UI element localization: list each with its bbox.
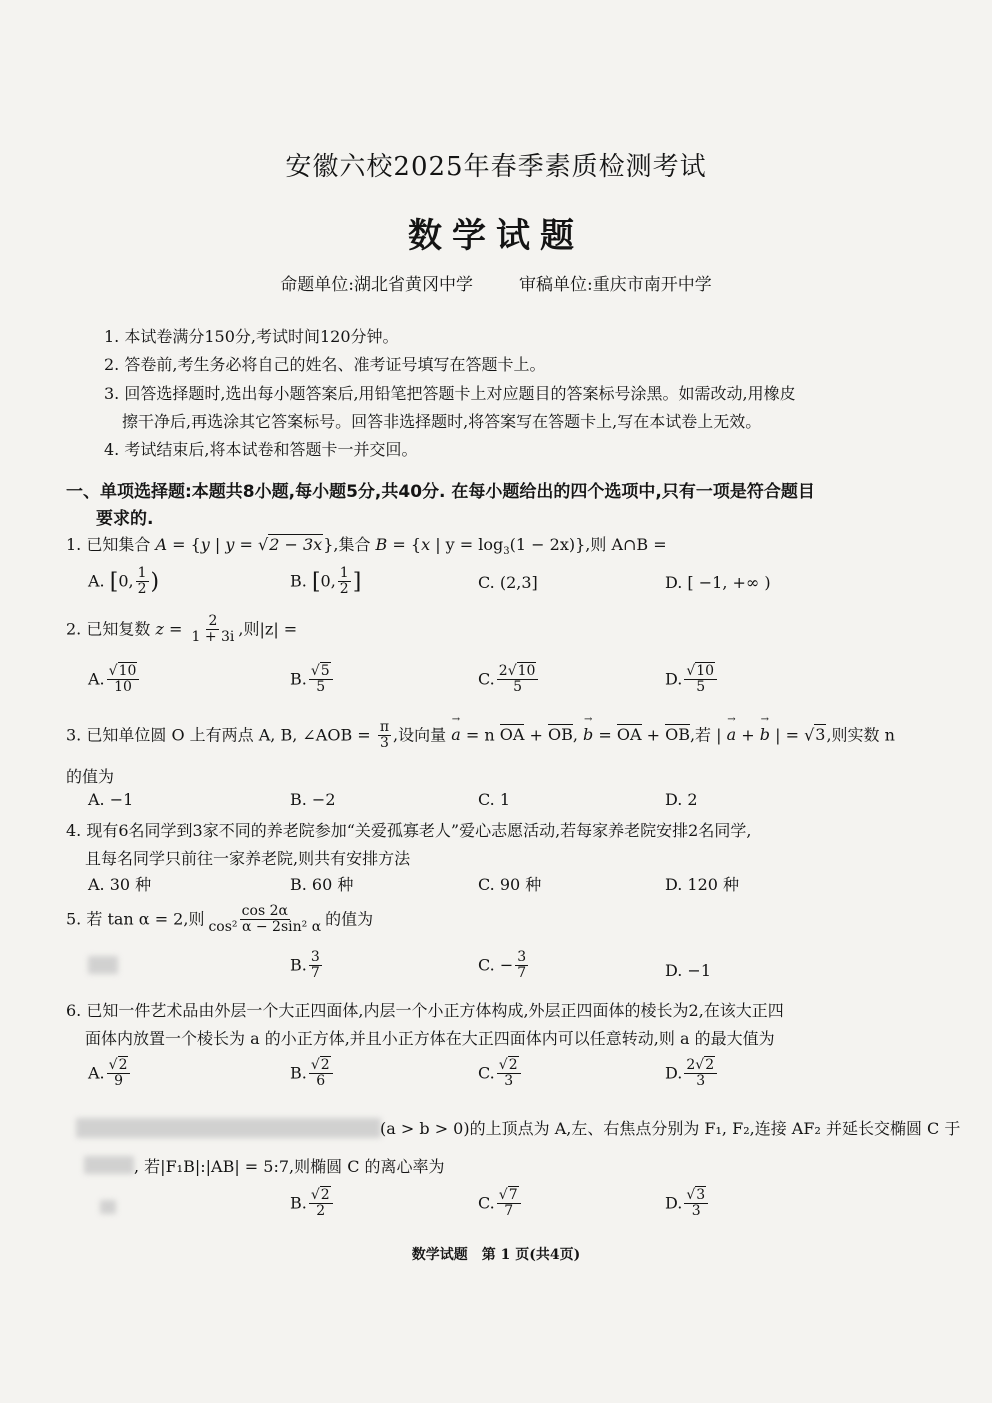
- q4-option-b: B. 60 种: [290, 875, 354, 894]
- q5-option-c: C. − $\frac{3}{7}$: [478, 949, 527, 982]
- q7-stem-cont-obscured: [84, 1156, 134, 1174]
- review-unit: 审稿单位:重庆市南开中学: [519, 275, 712, 295]
- q6-option-d: D. $\frac{2√2}{3}$: [665, 1058, 719, 1090]
- author-unit: 命题单位:湖北省黄冈中学: [280, 275, 473, 295]
- instruction-3: 3. 回答选择题时,选出每小题答案后,用铅笔把答题卡上对应题目的答案标号涂黑。如需改动,用橡皮: [104, 384, 796, 403]
- q1-option-a: A. [0, $\frac{1}{2}$ ): [88, 565, 160, 598]
- q1-option-b: B. [0, $\frac{1}{2}$ ]: [290, 565, 362, 598]
- question-7-stem: (a > b > 0)的上顶点为 A,左、右焦点分别为 F₁, F₂,连接 AF₂ 并延长交椭圆 C 于: [380, 1119, 961, 1138]
- q2-option-a: A. $\frac{√10}{10}$: [88, 664, 141, 696]
- q5-option-a-obscured: [88, 956, 118, 974]
- q1-option-c: C. (2,3]: [478, 573, 538, 592]
- units-line: [0, 270, 992, 295]
- q6-option-a: A. $\frac{√2}{9}$: [88, 1058, 132, 1090]
- q2-option-c: C. $\frac{2√10}{5}$: [478, 664, 540, 696]
- q7-option-b: B. $\frac{√2}{2}$: [290, 1188, 335, 1220]
- question-4-stem: 4. 现有6名同学到3家不同的养老院参加“关爱孤寡老人”爱心志愿活动,若每家养老院安排2名同学,: [66, 821, 752, 840]
- question-2-stem: 2. 已知复数 z = $\frac{2}{1 + 3i}$ ,则|z| =: [66, 613, 298, 646]
- q2-option-d: D. $\frac{√10}{5}$: [665, 664, 719, 696]
- q2-option-b: B. $\frac{√5}{5}$: [290, 664, 335, 696]
- q3-option-c: C. 1: [478, 790, 511, 809]
- q5-option-d: D. −1: [665, 961, 712, 980]
- q4-option-d: D. 120 种: [665, 875, 740, 894]
- question-7-stem-cont: , 若|F₁B|:|AB| = 5:7,则椭圆 C 的离心率为: [134, 1157, 445, 1176]
- q4-option-c: C. 90 种: [478, 875, 542, 894]
- exam-title: 安徽六校2025年春季素质检测考试: [285, 152, 707, 182]
- instruction-1: 1. 本试卷满分150分,考试时间120分钟。: [104, 327, 399, 346]
- question-1-stem: 1. 已知集合 A = {y | y = √2 − 3x},集合 B = {x | $y = \log_3(1 - 2x)$},则 A∩B =: [66, 535, 667, 558]
- q1-option-d: D. [ −1, +∞ ): [665, 573, 771, 592]
- page-footer: 数学试题 第 1 页(共4页): [411, 1247, 581, 1263]
- q4-option-a: A. 30 种: [88, 875, 152, 894]
- question-3-stem: 3. 已知单位圆 O 上有两点 A, B, ∠AOB = $\frac{\pi}{3}$ ,设向量 → a = n OA + OB, → b = OA + OB,若 | → a + → b | = √3,则实数 n: [66, 720, 895, 752]
- instruction-3-cont: 擦干净后,再选涂其它答案标号。回答非选择题时,将答案写在答题卡上,写在本试卷上无效。: [122, 412, 762, 431]
- q3-option-d: D. 2: [665, 790, 698, 809]
- q6-option-b: B. $\frac{√2}{6}$: [290, 1058, 335, 1090]
- q7-option-d: D. $\frac{√3}{3}$: [665, 1188, 710, 1220]
- instruction-4: 4. 考试结束后,将本试卷和答题卡一并交回。: [104, 440, 418, 459]
- q7-option-a-obscured: [100, 1200, 116, 1214]
- q3-option-b: B. −2: [290, 790, 336, 809]
- instruction-2: 2. 答卷前,考生务必将自己的姓名、准考证号填写在答题卡上。: [104, 355, 546, 374]
- subject-title: 数学试题: [408, 216, 584, 256]
- section-heading: 一、单项选择题:本题共8小题,每小题5分,共40分. 在每小题给出的四个选项中,只有一项是符合题目: [66, 482, 815, 502]
- question-6-stem-cont: 面体内放置一个棱长为 a 的小正方体,并且小正方体在大正四面体内可以任意转动,则 a 的最大值为: [85, 1029, 775, 1048]
- question-5-stem: 5. 若 tan α = 2,则 $\frac{\cos 2\alpha}{\text{cos² α − 2sin² α}}$ 的值为: [66, 903, 374, 936]
- question-3-stem-cont: 的值为: [66, 767, 115, 786]
- section-heading-cont: 要求的.: [96, 509, 154, 529]
- q5-option-b: B. $\frac{3}{7}$: [290, 949, 320, 982]
- q7-stem-obscured: [76, 1118, 381, 1138]
- question-6-stem: 6. 已知一件艺术品由外层一个大正四面体,内层一个小正方体构成,外层正四面体的棱长为2,在该大正四: [66, 1001, 784, 1020]
- question-4-stem-cont: 且每名同学只前往一家养老院,则共有安排方法: [85, 849, 411, 868]
- q6-option-c: C. $\frac{√2}{3}$: [478, 1058, 523, 1090]
- q7-option-c: C. $\frac{√7}{7}$: [478, 1188, 523, 1220]
- q3-option-a: A. −1: [88, 790, 134, 809]
